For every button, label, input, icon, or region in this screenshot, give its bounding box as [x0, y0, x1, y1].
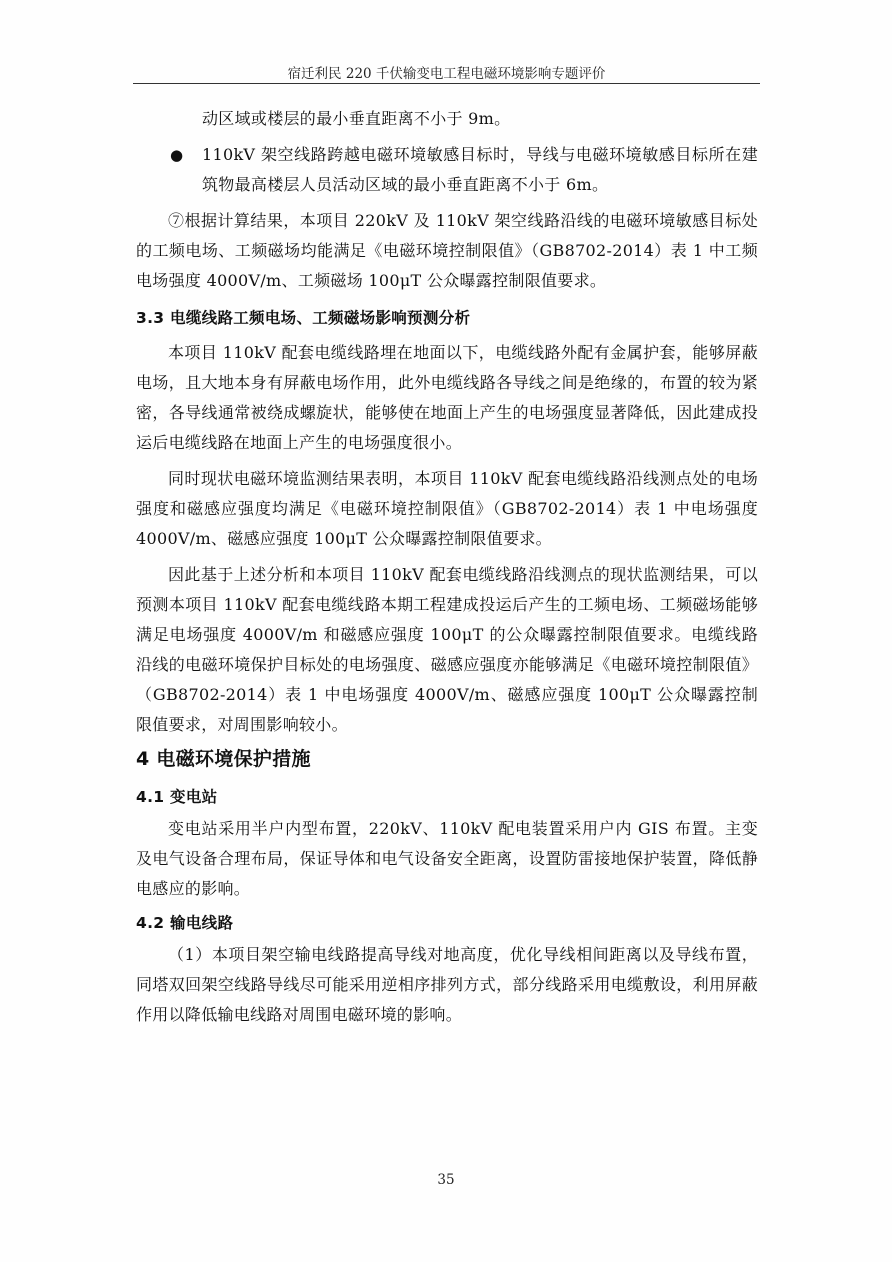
- bullet-dot-icon: ●: [170, 146, 184, 164]
- bullet-text: 110kV 架空线路跨越电磁环境敏感目标时，导线与电磁环境敏感目标所在建筑物最高楼层人员活动区域的最小垂直距离不小于 6m。: [202, 145, 758, 194]
- page-content: [136, 104, 758, 1030]
- bullet-item: [136, 140, 758, 200]
- page-number: 35: [437, 1172, 455, 1188]
- paragraph-cable-shielding: 本项目 110kV 配套电缆线路埋在地面以下，电缆线路外配有金属护套，能够屏蔽电场，且大地本身有屏蔽电场作用，此外电缆线路各导线之间是绝缘的，布置的较为紧密，各导线通常被绕成螺旋状，能够使在地面上产生的电场强度显著降低，因此建成投运后电缆线路在地面上产生的电场强度很小。: [136, 343, 758, 452]
- paragraph-continuation: 动区域或楼层的最小垂直距离不小于 9m。: [202, 109, 511, 128]
- section-heading-4-2: 4.2 输电线路: [136, 914, 234, 932]
- section-heading-4: 4 电磁环境保护措施: [136, 748, 311, 770]
- section-heading-4-1: 4.1 变电站: [136, 788, 218, 806]
- paragraph-cable-prediction: 因此基于上述分析和本项目 110kV 配套电缆线路沿线测点的现状监测结果，可以预测本项目 110kV 配套电缆线路本期工程建成投运后产生的工频电场、工频磁场能够满足电场强度 4000V/m 和磁感应强度 100μT 的公众曝露控制限值要求。电缆线路沿线的电磁环境保护目标处的电场强度、磁感应强度亦能够满足《电磁环境控制限值》（GB8702-2014）表 1 中电场强度 4000V/m、磁感应强度 100μT 公众曝露控制限值要求，对周围影响较小。: [136, 565, 758, 734]
- section-heading-3-3: 3.3 电缆线路工频电场、工频磁场影响预测分析: [136, 309, 471, 327]
- header-rule: [133, 83, 760, 84]
- page-header-title: 宿迁利民 220 千伏输变电工程电磁环境影响专题评价: [287, 66, 606, 82]
- paragraph-substation: 变电站采用半户内型布置，220kV、110kV 配电装置采用户内 GIS 布置。主变及电气设备合理布局，保证导体和电气设备安全距离，设置防雷接地保护装置，降低静电感应的影响。: [136, 819, 758, 898]
- paragraph-result-7: ⑦根据计算结果，本项目 220kV 及 110kV 架空线路沿线的电磁环境敏感目标处的工频电场、工频磁场均能满足《电磁环境控制限值》（GB8702-2014）表 1 中工频电场强度 4000V/m、工频磁场 100μT 公众曝露控制限值要求。: [136, 211, 758, 290]
- paragraph-transmission-line: （1）本项目架空输电线路提高导线对地高度，优化导线相间距离以及导线布置，同塔双回架空线路导线尽可能采用逆相序排列方式，部分线路采用电缆敷设，利用屏蔽作用以降低输电线路对周围电磁环境的影响。: [136, 945, 758, 1024]
- paragraph-cable-monitoring: 同时现状电磁环境监测结果表明，本项目 110kV 配套电缆线路沿线测点处的电场强度和磁感应强度均满足《电磁环境控制限值》（GB8702-2014）表 1 中电场强度 4000V/m、磁感应强度 100μT 公众曝露控制限值要求。: [136, 469, 758, 548]
